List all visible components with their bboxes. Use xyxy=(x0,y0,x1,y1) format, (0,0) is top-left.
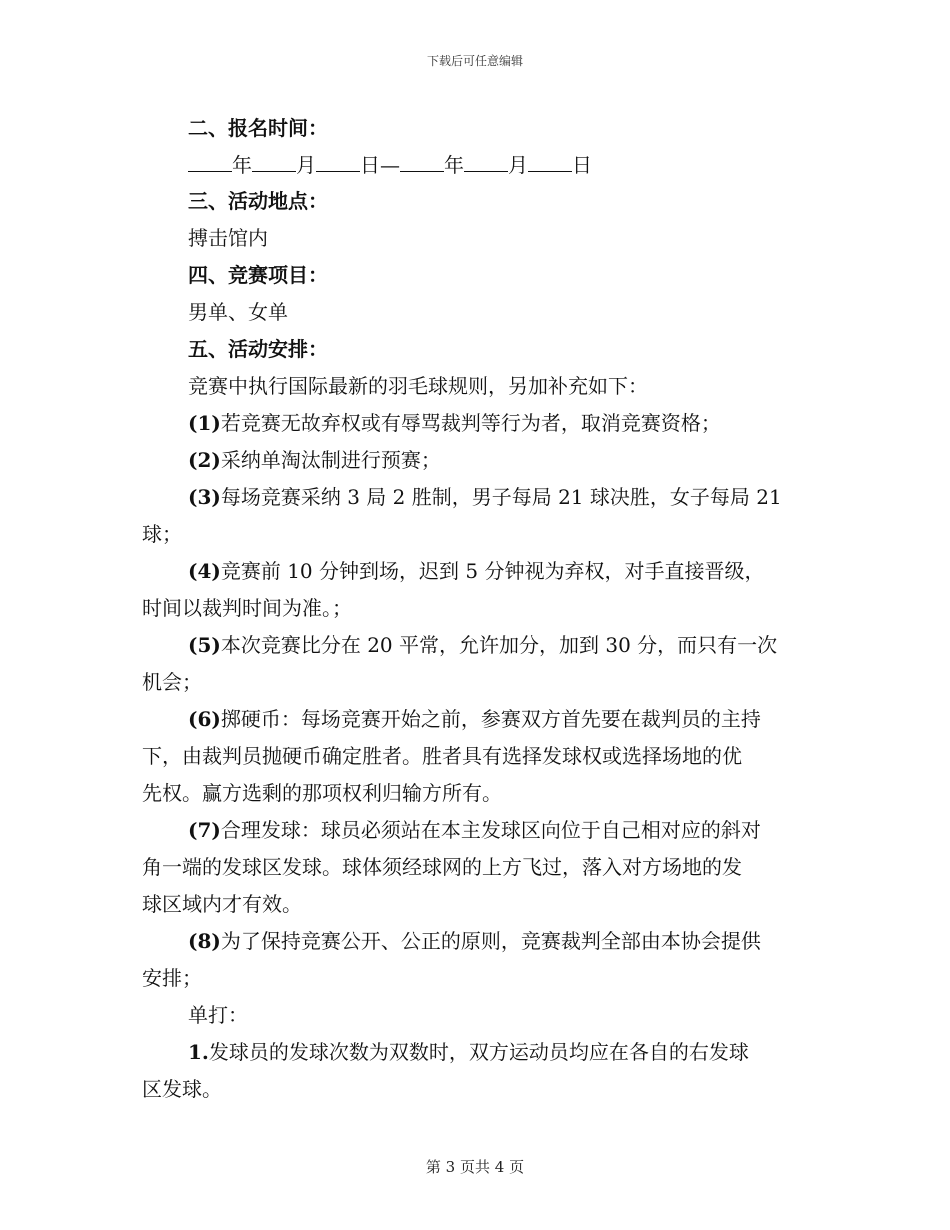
rule-text: 合理发球：球员必须站在本主发球区向位于自己相对应的斜对 xyxy=(220,818,761,842)
blank-month-end xyxy=(464,149,508,172)
blank-day-start xyxy=(316,149,360,172)
rule-item-2 xyxy=(188,445,868,475)
unit-year: 年 xyxy=(232,153,252,177)
singles-item-1 xyxy=(188,1037,868,1067)
section-title-events: 四、竞赛项目： xyxy=(188,263,328,287)
rule-item-5 xyxy=(188,630,868,660)
rule-item-1 xyxy=(188,408,868,438)
rule-text: 每场竞赛采纳 3 局 2 胜制，男子每局 21 球决胜，女子每局 21 xyxy=(220,485,782,509)
rule-number: (6) xyxy=(188,707,221,731)
rule-item-7 xyxy=(188,815,868,845)
unit-year: 年 xyxy=(444,153,464,177)
blank-day-end xyxy=(528,149,572,172)
rule-item-3-continued: 球； xyxy=(142,522,182,546)
rule-number: (4) xyxy=(188,559,221,583)
unit-day-dash: 日— xyxy=(360,153,400,177)
rule-item-6 xyxy=(188,704,868,734)
section-title-venue: 三、活动地点： xyxy=(188,189,328,213)
rule-text: 本次竞赛比分在 20 平常，允许加分，加到 30 分，而只有一次 xyxy=(220,633,778,657)
rule-number: (7) xyxy=(188,818,221,842)
singles-item-1-continued: 区发球。 xyxy=(142,1077,222,1101)
rule-text: 为了保持竞赛公开、公正的原则，竞赛裁判全部由本协会提供 xyxy=(220,929,761,953)
rule-number: (2) xyxy=(188,448,221,472)
rule-item-8 xyxy=(188,926,868,956)
rule-text: 采纳单淘汰制进行预赛； xyxy=(220,448,441,472)
rule-number: (1) xyxy=(188,411,221,435)
events-text: 男单、女单 xyxy=(188,300,288,324)
page-footer: 第 3 页共 4 页 xyxy=(425,1158,525,1176)
rule-number: (3) xyxy=(188,485,221,509)
rule-item-8-continued: 安排； xyxy=(142,966,202,990)
rule-item-4 xyxy=(188,556,868,586)
rule-number: (5) xyxy=(188,633,221,657)
singles-number: 1. xyxy=(188,1040,209,1064)
section-title-arrangement: 五、活动安排： xyxy=(188,337,328,361)
venue-text: 搏击馆内 xyxy=(188,226,268,250)
page-header: 下载后可任意编辑 xyxy=(426,54,523,68)
section-title-registration-time: 二、报名时间： xyxy=(188,116,328,140)
registration-date-line xyxy=(188,149,868,180)
rule-item-3 xyxy=(188,482,868,512)
rule-item-4-continued: 时间以裁判时间为准。； xyxy=(142,596,352,620)
rule-item-7-continued: 球区域内才有效。 xyxy=(142,892,302,916)
unit-day: 日 xyxy=(572,153,592,177)
rule-item-6-continued: 下，由裁判员抛硬币确定胜者。胜者具有选择发球权或选择场地的优 xyxy=(142,744,742,768)
singles-title: 单打： xyxy=(188,1003,248,1027)
rule-item-6-continued: 先权。赢方选剩的那项权利归输方所有。 xyxy=(142,781,502,805)
rule-item-7-continued: 角一端的发球区发球。球体须经球网的上方飞过，落入对方场地的发 xyxy=(142,855,742,879)
blank-year-end xyxy=(400,149,444,172)
unit-month: 月 xyxy=(296,153,316,177)
rule-text: 竞赛前 10 分钟到场，迟到 5 分钟视为弃权，对手直接晋级， xyxy=(220,559,765,583)
arrangement-intro: 竞赛中执行国际最新的羽毛球规则，另加补充如下： xyxy=(188,374,648,398)
blank-month-start xyxy=(252,149,296,172)
singles-text: 发球员的发球次数为双数时，双方运动员均应在各自的右发球 xyxy=(208,1040,749,1064)
rule-text: 掷硬币：每场竞赛开始之前，参赛双方首先要在裁判员的主持 xyxy=(220,707,761,731)
blank-year-start xyxy=(188,149,232,172)
rule-number: (8) xyxy=(188,929,221,953)
rule-item-5-continued: 机会； xyxy=(142,670,202,694)
unit-month: 月 xyxy=(508,153,528,177)
rule-text: 若竞赛无故弃权或有辱骂裁判等行为者，取消竞赛资格； xyxy=(220,411,721,435)
